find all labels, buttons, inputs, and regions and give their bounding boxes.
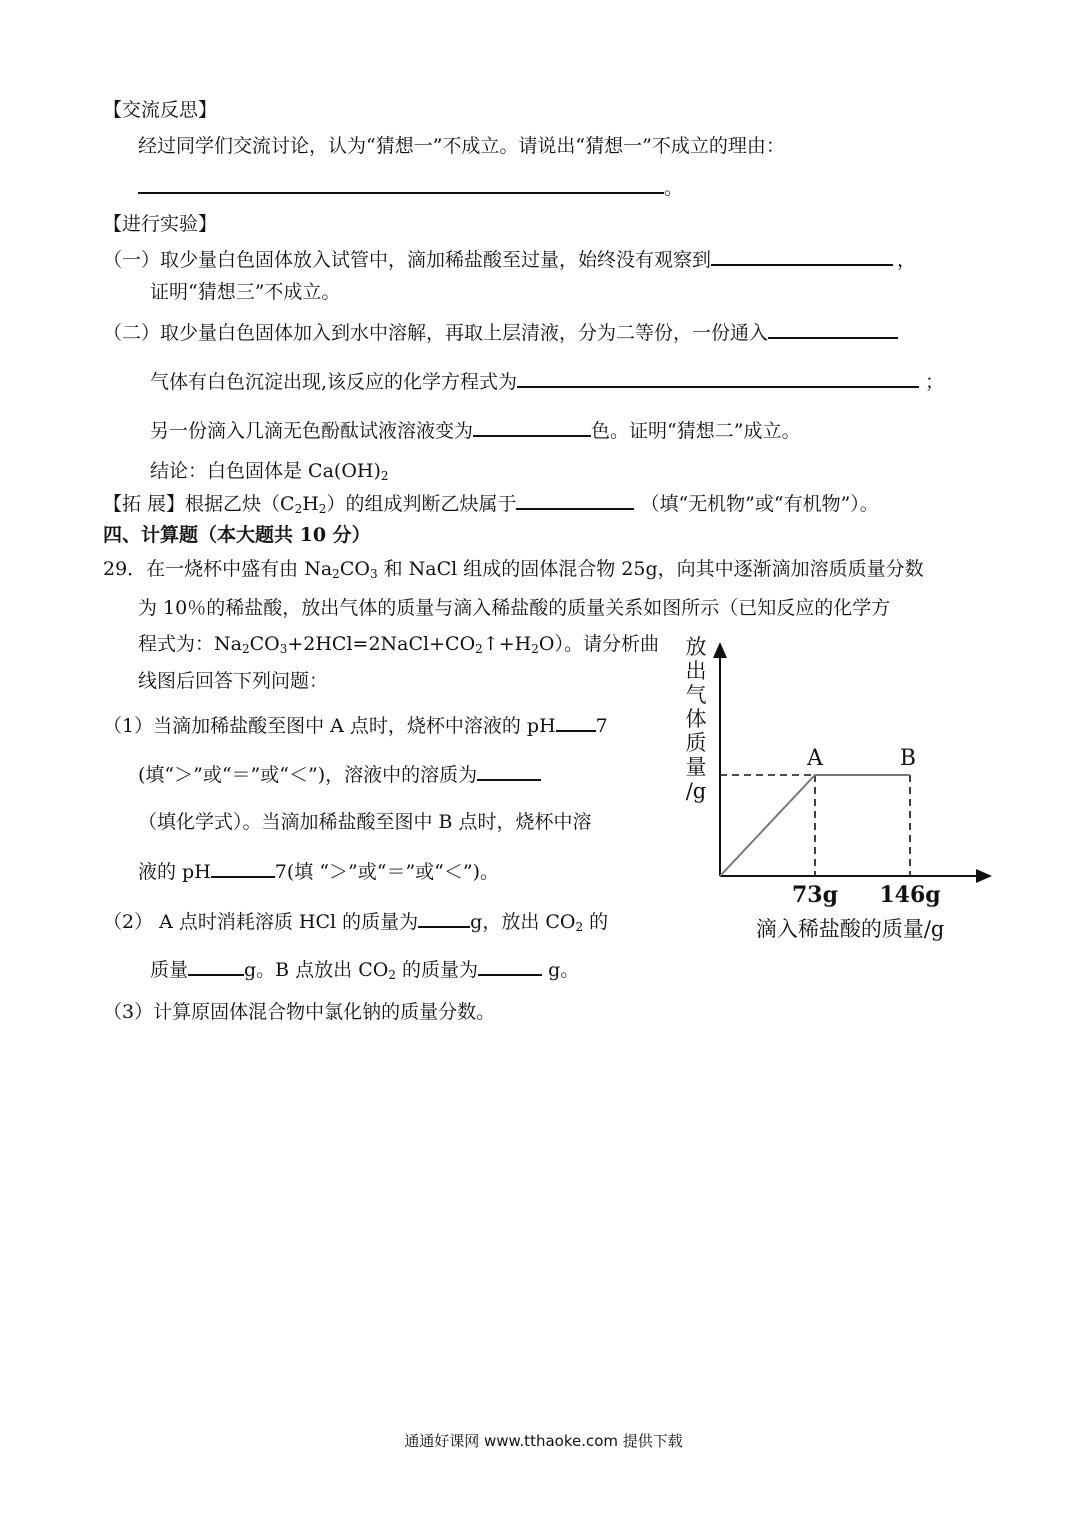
y-axis-label-char: 体 (685, 707, 707, 731)
point-label-a: A (807, 746, 823, 771)
point-label-b: B (899, 746, 917, 771)
x-tick-label: 73g (792, 882, 838, 908)
part-3: （3）计算原固体混合物中氯化钠的质量分数。 (103, 1001, 496, 1023)
section-heading-reflection: 【交流反思】 (103, 99, 218, 121)
x-tick-label: 146g (879, 882, 941, 908)
y-axis-label (686, 635, 707, 803)
experiment-step-2-equation: 气体有白色沉淀出现,该反应的化学方程式为 ； (150, 368, 944, 394)
section-heading-calculation: 四、计算题（本大题共 10 分） (103, 524, 371, 546)
part-2-line-2: 质量 g。B 点放出 $CO_2$ 的质量为 g。 (150, 956, 579, 982)
experiment-step-2-indicator: 另一份滴入几滴无色酚酞试液溶液变为 色。证明“猜想二”成立。 (150, 417, 800, 443)
answer-blank[interactable] (478, 956, 542, 976)
experiment-step-1-conclusion: 证明“猜想三”不成立。 (150, 281, 341, 303)
answer-blank[interactable] (138, 174, 664, 194)
answer-blank[interactable] (768, 319, 898, 339)
part-1-line-2: (填“＞”或“＝”或“＜”)，溶液中的溶质为 (138, 761, 541, 787)
question-29-line-4: 线图后回答下列问题： (138, 670, 329, 692)
answer-blank[interactable] (473, 417, 591, 437)
answer-blank[interactable] (711, 246, 893, 266)
y-axis-label-char: 量 (685, 755, 707, 779)
y-axis-label-char: 气 (685, 683, 707, 707)
footer: 通通好课网 www.tthaoke.com 提供下载 (404, 1432, 683, 1450)
part-1-line-1: （1）当滴加稀盐酸至图中 A 点时，烧杯中溶液的 pH 7 (103, 712, 608, 738)
x-axis-arrow (976, 869, 992, 883)
experiment-conclusion: 结论：白色固体是 $Ca(OH)_2$ (150, 460, 389, 483)
part-2-line-1: （2） A 点时消耗溶质 HCl 的质量为 g，放出 $CO_2$ 的 (103, 908, 608, 934)
y-axis-label-char: 放 (685, 635, 707, 659)
y-axis-arrow (713, 642, 727, 658)
answer-blank[interactable] (477, 761, 541, 781)
answer-blank[interactable] (556, 712, 596, 732)
answer-blank[interactable] (211, 858, 275, 878)
x-axis-label: 滴入稀盐酸的质量/g (755, 917, 945, 941)
answer-blank[interactable] (516, 490, 634, 510)
answer-blank[interactable] (517, 368, 919, 388)
reflection-answer-line: 。 (138, 174, 683, 200)
answer-blank[interactable] (188, 956, 244, 976)
experiment-step-1: （一）取少量白色固体放入试管中，滴加稀盐酸至过量，始终没有观察到 ， (103, 246, 916, 272)
y-axis-label-char: 出 (685, 659, 707, 683)
y-axis-label-char: /g (685, 779, 707, 803)
y-axis-label-char: 质 (685, 731, 707, 755)
gas-mass-chart (670, 630, 1000, 950)
section-heading-experiment: 【进行实验】 (103, 213, 218, 235)
part-1-line-4: 液的 pH 7(填 “＞”或“＝”或“＜”)。 (138, 858, 499, 884)
reflection-question: 经过同学们交流讨论，认为“猜想一”不成立。请说出“猜想一”不成立的理由： (138, 135, 785, 157)
question-29-line-3: 程式为：$Na_2CO_3+2HCl=2NaCl+CO_2↑+H_2O$）。请分析曲 (138, 633, 659, 656)
part-1-line-3: （填化学式）。当滴加稀盐酸至图中 B 点时，烧杯中溶 (138, 811, 592, 833)
question-29-line-2: 为 10％的稀盐酸，放出气体的质量与滴入稀盐酸的质量关系如图所示（已知反应的化学方 (138, 597, 891, 619)
extension-question: 【拓 展】根据乙炔$(C_2H_2)$的组成判断乙炔属于 （填“无机物”或“有机物”）。 (103, 490, 879, 516)
question-29-line-1: 29．在一烧杯中盛有由 $Na_2CO_3$ 和 NaCl 组成的固体混合物 25g，向其中逐渐滴加溶质质量分数 (103, 558, 924, 581)
experiment-step-2: （二）取少量白色固体加入到水中溶解，再取上层清液，分为二等份，一份通入 (103, 319, 898, 345)
answer-blank[interactable] (418, 908, 470, 928)
